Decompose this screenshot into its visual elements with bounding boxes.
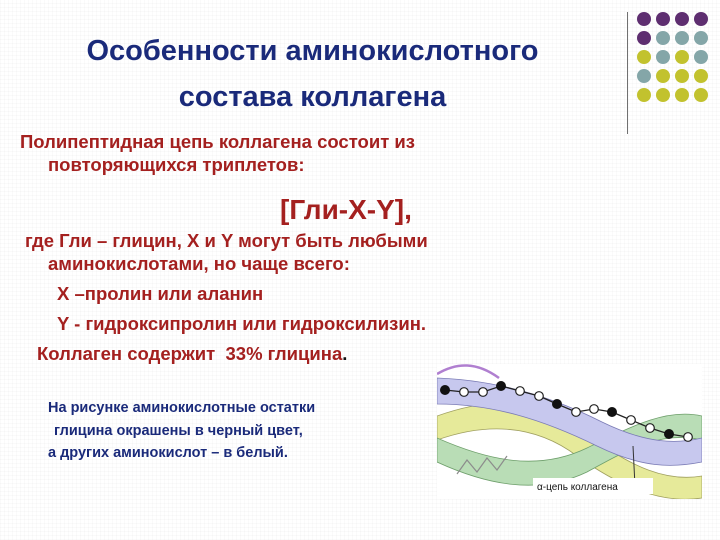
caption-line-1: На рисунке аминокислотные остатки	[48, 400, 316, 416]
decorative-dot	[694, 69, 708, 83]
collagen-text: Коллаген содержит	[37, 343, 216, 364]
other-residue	[572, 408, 581, 417]
decorative-dot	[656, 31, 670, 45]
triplet-formula: [Гли-X-Y],	[280, 194, 412, 225]
glycine-residue	[496, 381, 506, 391]
other-residue	[535, 392, 544, 401]
para2-line2: аминокислотами, но чаще всего:	[48, 253, 350, 274]
decorative-dot-grid	[637, 12, 709, 122]
decorative-dot	[656, 69, 670, 83]
glycine-residue	[440, 385, 450, 395]
other-residue	[479, 388, 488, 397]
y-definition: Y - гидроксипролин или гидроксилизин.	[57, 313, 427, 334]
alpha-chain-label: α-цепь коллагена	[537, 482, 618, 493]
final-period: .	[342, 343, 348, 364]
para1-line1: Полипептидная цепь коллагена состоит из	[20, 131, 415, 152]
decorative-dot	[656, 88, 670, 102]
glycine-word: глицина	[267, 343, 343, 364]
caption-line-3: а других аминокислот – в белый.	[48, 445, 288, 461]
decorative-dot	[675, 31, 689, 45]
slide-title	[20, 28, 605, 120]
decorative-dot	[694, 88, 708, 102]
decorative-dot	[656, 50, 670, 64]
x-definition: X –пролин или аланин	[57, 283, 264, 304]
collagen-helix-figure	[437, 364, 702, 499]
collagen-glycine-statement	[37, 343, 347, 365]
para1-line2: повторяющихся триплетов:	[48, 154, 305, 175]
para2-line1: где Гли – глицин, X и Y могут быть любыми	[25, 230, 428, 251]
other-residue	[646, 424, 655, 433]
decorative-dot	[694, 50, 708, 64]
other-residue	[460, 388, 469, 397]
decorative-dot	[694, 12, 708, 26]
decorative-dot	[675, 88, 689, 102]
decorative-vertical-rule	[627, 12, 628, 134]
glycine-residue	[664, 429, 674, 439]
title-line-1: Особенности аминокислотного	[86, 35, 539, 67]
decorative-dot	[637, 69, 651, 83]
glycine-percent: 33%	[225, 343, 263, 364]
other-residue	[684, 433, 693, 442]
caption-line-2: глицина окрашены в черный цвет,	[54, 423, 303, 439]
decorative-dot	[675, 69, 689, 83]
decorative-dot	[637, 50, 651, 64]
decorative-dot	[637, 88, 651, 102]
decorative-dot	[656, 12, 670, 26]
decorative-dot	[694, 31, 708, 45]
title-line-2: состава коллагена	[178, 81, 447, 113]
other-residue	[516, 387, 525, 396]
decorative-dot	[675, 12, 689, 26]
other-residue	[590, 405, 599, 414]
decorative-dot	[675, 50, 689, 64]
decorative-dot	[637, 12, 651, 26]
decorative-dot	[637, 31, 651, 45]
other-residue	[627, 416, 636, 425]
glycine-residue	[552, 399, 562, 409]
glycine-residue	[607, 407, 617, 417]
